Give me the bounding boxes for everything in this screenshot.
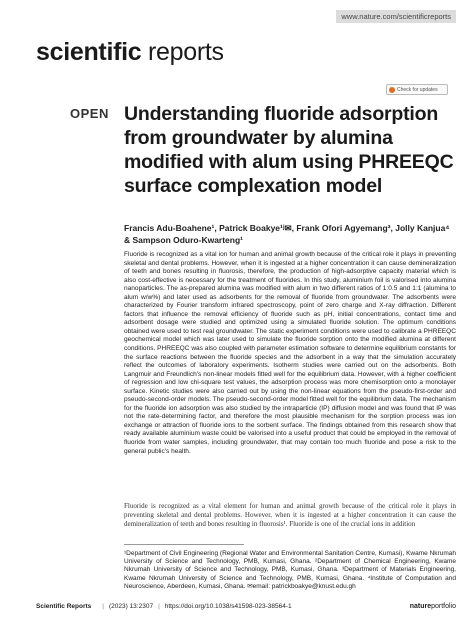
masthead-light: reports [141,38,224,66]
crossmark-icon [389,87,395,93]
portfolio-light: portfolio [431,603,456,610]
open-access-label: OPEN [70,106,109,121]
footnote-divider [124,544,244,545]
footer-separator: | [102,603,104,610]
introduction-text: Fluoride is recognized as a vital element for human and animal growth because of the critical role it plays in preventing skeletal and dental problems. However, when it is ingested at a higher concentration it can cause the demineralization of teeth and bones resulting in fluorosis¹. Fluoride is one of the crucial ions in addition [124,502,456,528]
footer-volume: (2023) 13:2307 [108,603,154,610]
footer-doi-link[interactable]: https://doi.org/10.1038/s41598-023-38564-1 [164,603,292,610]
author-list: Francis Adu‑Boahene¹, Patrick Boakye¹ʲ✉, Frank Ofori Agyemang³, Jolly Kanjua⁴ & Sampson Oduro‑Kwarteng¹ [124,223,450,245]
article-title: Understanding fluoride adsorption from groundwater by alumina modified with alum using PHREEQC surface complexation model [124,103,454,197]
affiliations: ¹Department of Civil Engineering (Regional Water and Environmental Sanitation Centre, Kumasi), Kwame Nkrumah University of Science and Technology, PMB, Kumasi, Ghana. ²Department of Chemical Engineering, Kwame Nkrumah University of Science and Technology, PMB, Kumasi, Ghana. ³Department of Materials Engineering, Kwame Nkrumah University of Science and Technology, PMB, Kumasi, Ghana. ⁴Institute of Computation and Neuroscience, Aberdeen, Kumasi, Ghana. ✉email: patrickboakye@knust.edu.gh [124,550,456,590]
nature-portfolio-logo [410,603,456,610]
page-footer [36,603,456,610]
abstract: Fluoride is recognized as a vital ion for human and animal growth because of the critical role it plays in preventing skeletal and dental problems. However, when it is ingested at a higher concentration it can cause demineralization of teeth and bones resulting in fluorosis, therefore, the production of high-adsorptive capacity material which is also cost-effective is necessary for the treatment of fluorides. In this study, aluminium foil is valorised into alumina nanoparticles. The as-prepared alumina was modified with alum in two different ratios of 1:0.5 and 1:1 (alumina to alum w/w%) and later used as adsorbents for the removal of fluoride from groundwater. The adsorbents were characterized by Fourier transform infrared spectroscopy, point of zero charge and X-ray diffraction. Different factors that influence the removal efficiency of fluoride such as pH, initial concentrations, contact time and adsorbent dosage were studied and optimized using a simulated fluoride solution. The optimum conditions obtained were used to test real groundwater. The static experiment conditions were used to calibrate a PHREEQC geochemical model which was later used to simulate the fluoride sorption onto the modified alumina at different conditions. PHREEQC was also coupled with parameter estimation software to determine equilibrium constants for the surface reactions between the fluoride species and the adsorbent in a way that the simulation accurately reflect the outcomes of laboratory experiments. Isotherm studies were carried out on the adsorbents. Both Langmuir and Freundlich's non-linear models fitted well for the equilibrium data. However, with a higher coefficient of regression and low chi-square test values, the adsorption process was more chemisorption onto a monolayer surface. Kinetic studies were also carried out by using the non-linear equations from the pseudo-first-order and pseudo-second-order models. The pseudo-second-order model fitted well for the equilibrium data. The mechanism for the fluoride ion adsorption was also studied by the intraparticle (IP) diffusion model and was found that IP was not the rate-determining factor, and therefore the most plausible mechanism for the sorption process was ion exchange or attraction of fluoride ions to the sorbent surface. The findings obtained from this research show that ready available aluminium waste could be valorised into a useful product that could be employed in the removal of fluoride from water samples, including groundwater, that may contain too much fluoride and pose a risk to the general public's health. [124,251,456,455]
journal-url[interactable]: www.nature.com/scientificreports [336,10,456,23]
footer-journal: Scientific Reports [36,603,92,610]
check-for-updates-button[interactable] [386,84,448,95]
journal-masthead [36,38,224,67]
portfolio-bold: nature [409,603,432,610]
masthead-bold: scientific [36,38,142,66]
check-updates-label: Check for updates [397,86,438,93]
footer-separator: | [158,603,160,610]
